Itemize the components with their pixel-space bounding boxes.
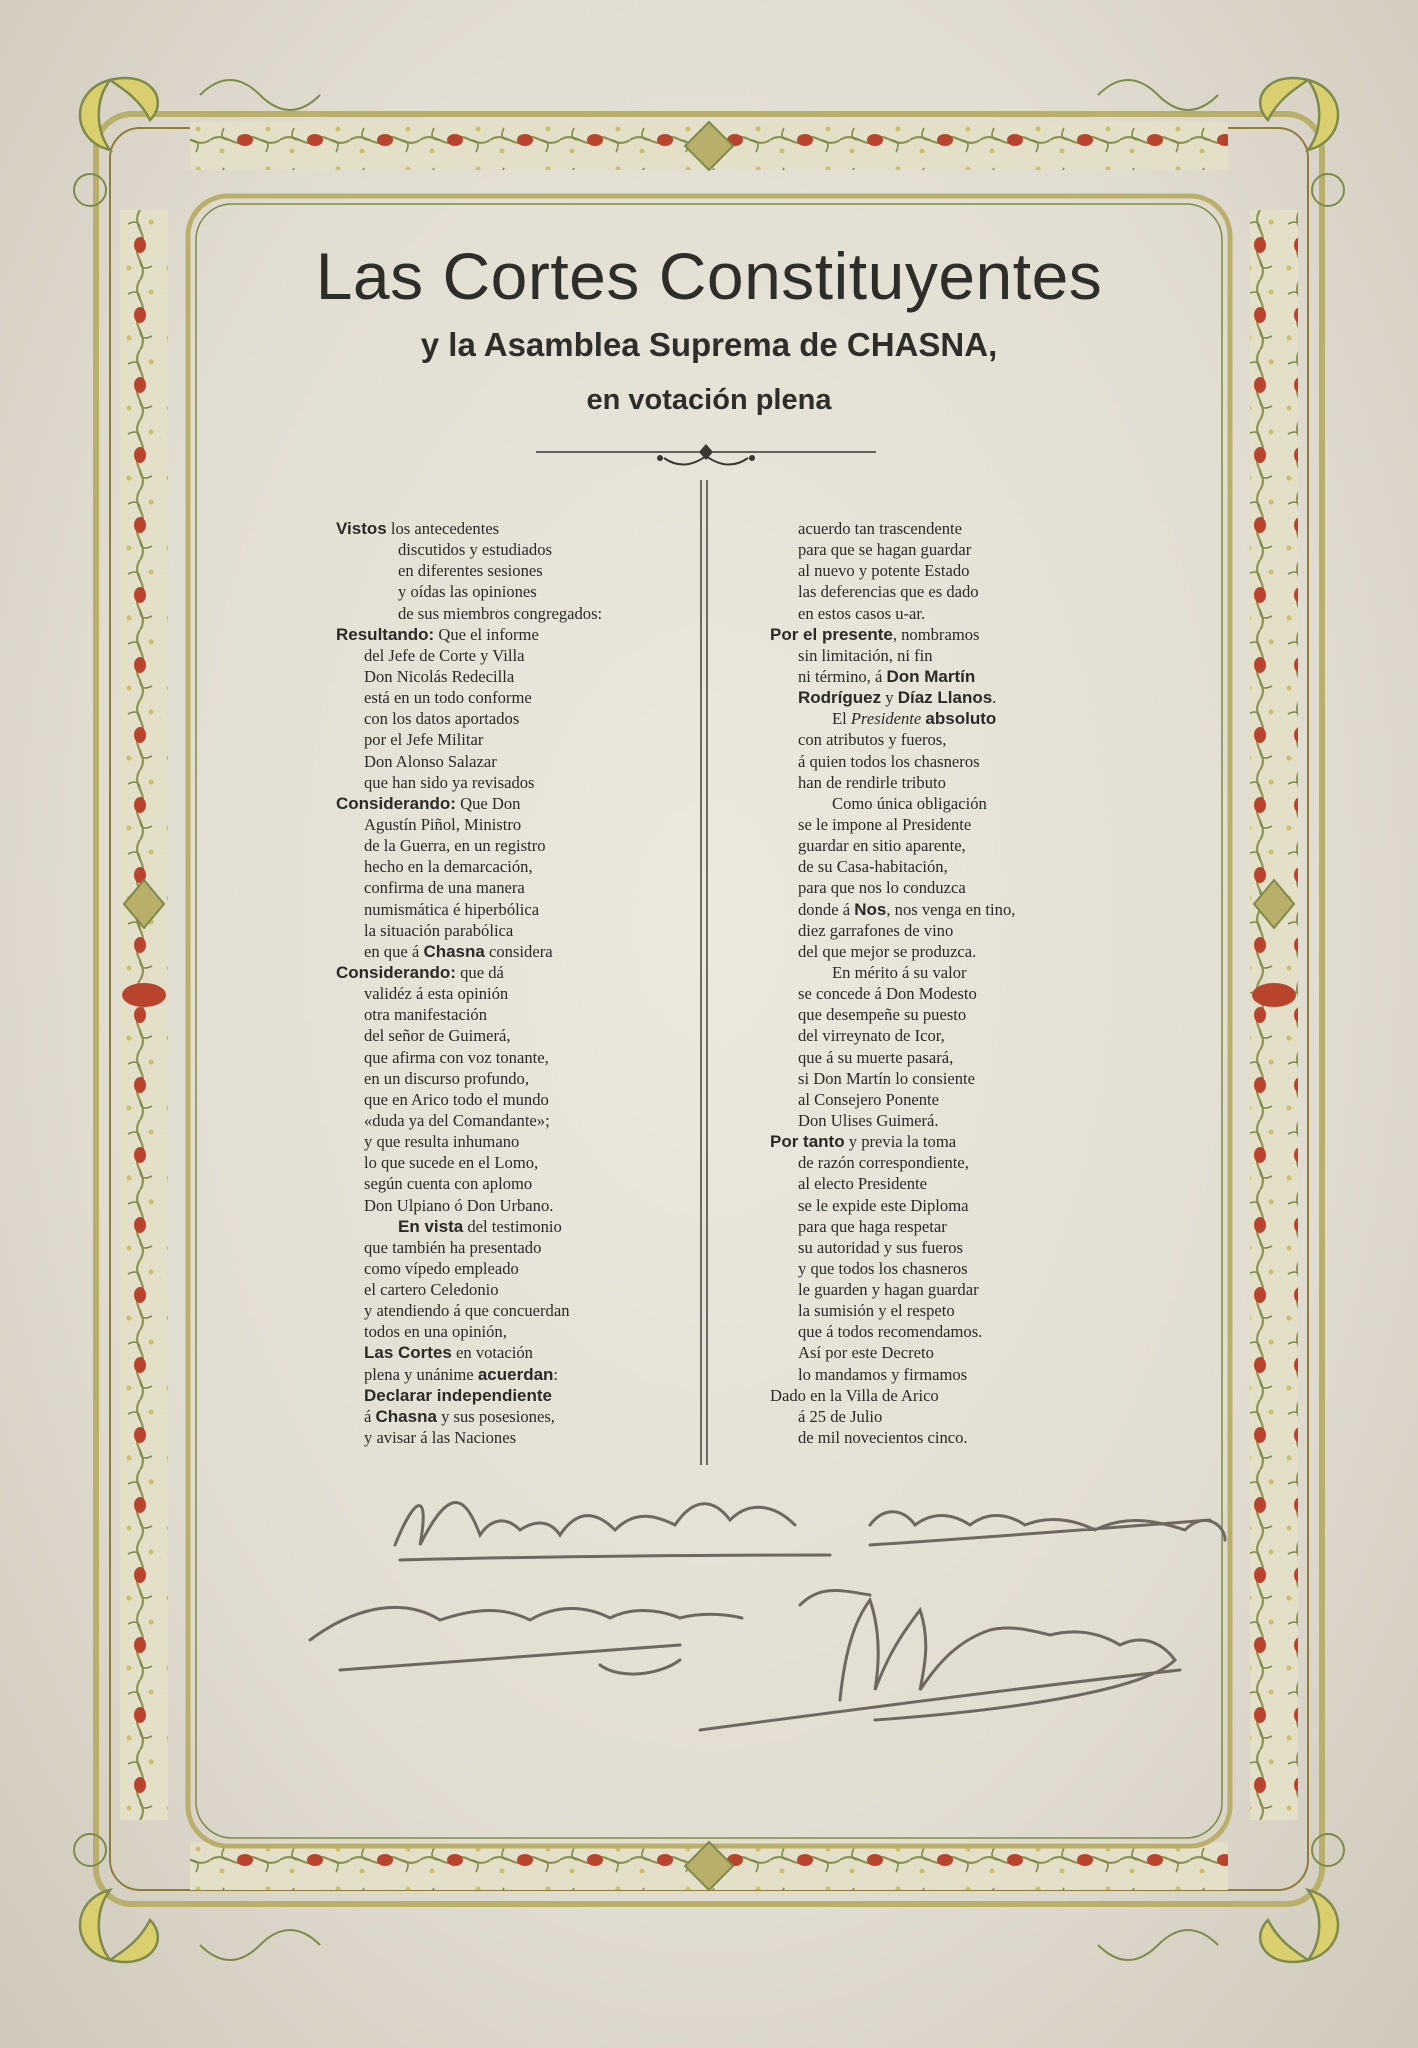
verse-text: validéz á esta opinión: [364, 984, 509, 1004]
verse-line: [336, 687, 716, 708]
verse-text: el cartero Celedonio: [364, 1280, 499, 1300]
verse-text: El: [832, 709, 851, 729]
verse-text: plena y unánime: [364, 1364, 478, 1384]
verse-text: del Jefe de Corte y Villa: [364, 645, 525, 665]
verse-text: de la Guerra, en un registro: [364, 836, 546, 856]
verse-line: [770, 518, 1080, 539]
bold-keyword: Chasna: [423, 941, 485, 961]
verse-line: [336, 856, 716, 877]
verse-text: , nos venga en tino,: [886, 899, 1016, 919]
verse-line: [770, 1427, 1080, 1448]
verse-text: Que Don: [455, 793, 521, 813]
verse-text: del señor de Guimerá,: [364, 1026, 511, 1046]
verse-text: su autoridad y sus fueros: [798, 1237, 963, 1257]
verse-line: [336, 1173, 716, 1194]
verse-line: [770, 751, 1080, 772]
verse-line: [770, 1321, 1080, 1342]
verse-line: [336, 645, 716, 666]
verse-text: que desempeñe su puesto: [798, 1005, 967, 1025]
verse-line: [336, 920, 716, 941]
verse-text: discutidos y estudiados: [398, 540, 552, 560]
verse-text: y oídas las opiniones: [398, 582, 537, 602]
verse-line: [770, 1089, 1080, 1110]
verse-line: [770, 1342, 1080, 1363]
verse-line: [336, 1385, 716, 1406]
verse-line: [770, 856, 1080, 877]
verse-line: [336, 751, 716, 772]
verse-line: [770, 899, 1080, 920]
verse-text: la situación parabólica: [364, 920, 514, 940]
verse-line: [770, 772, 1080, 793]
verse-text: en votación: [451, 1343, 533, 1363]
verse-line: [770, 1004, 1080, 1025]
verse-text: se le impone al Presidente: [798, 814, 972, 834]
verse-line: [336, 1110, 716, 1131]
verse-line: [336, 1152, 716, 1173]
verse-line: [770, 624, 1080, 645]
right-text-column: [770, 518, 1080, 1448]
verse-text: á 25 de Julio: [798, 1406, 883, 1426]
verse-line: [770, 1406, 1080, 1427]
verse-text: la sumisión y el respeto: [798, 1301, 955, 1321]
left-text-column: [336, 518, 716, 1448]
verse-line: [770, 962, 1080, 983]
title-ornament: [536, 438, 876, 478]
bold-keyword: Por el presente: [770, 624, 893, 644]
verse-line: [336, 877, 716, 898]
bold-keyword: En vista: [398, 1216, 464, 1236]
verse-text: lo mandamos y firmamos: [798, 1364, 968, 1384]
verse-line: [336, 624, 716, 645]
verse-text: y que todos los chasneros: [798, 1258, 968, 1278]
verse-line: [336, 983, 716, 1004]
verse-text: Don Nicolás Redecilla: [364, 666, 515, 686]
verse-line: [336, 1131, 716, 1152]
verse-text: á quien todos los chasneros: [798, 751, 980, 771]
verse-line: [770, 1385, 1080, 1406]
verse-line: [336, 1300, 716, 1321]
verse-line: [770, 1258, 1080, 1279]
verse-line: [770, 603, 1080, 624]
bold-keyword: Considerando:: [336, 793, 456, 813]
verse-line: [770, 1300, 1080, 1321]
verse-text: por el Jefe Militar: [364, 730, 484, 750]
verse-text: para que nos lo conduzca: [798, 878, 966, 898]
verse-text: que en Arico todo el mundo: [364, 1089, 549, 1109]
bold-keyword: Declarar independiente: [364, 1385, 553, 1405]
verse-line: [770, 1131, 1080, 1152]
verse-line: [336, 560, 716, 581]
verse-text: las deferencias que es dado: [798, 582, 979, 602]
verse-line: [770, 666, 1080, 687]
verse-line: [336, 962, 716, 983]
verse-text: le guarden y hagan guardar: [798, 1280, 979, 1300]
verse-text: .: [992, 688, 997, 708]
verse-text: :: [553, 1364, 559, 1384]
verse-line: [336, 729, 716, 750]
verse-line: [336, 1025, 716, 1046]
verse-line: [336, 518, 716, 539]
verse-line: [770, 1216, 1080, 1237]
verse-line: [336, 581, 716, 602]
document-subtitle-2: en votación plena: [586, 384, 832, 416]
verse-line: [770, 1237, 1080, 1258]
bold-keyword: Chasna: [375, 1406, 437, 1426]
verse-text: que á su muerte pasará,: [798, 1047, 954, 1067]
verse-line: [336, 1321, 716, 1342]
verse-text: Dado en la Villa de Arico: [770, 1385, 939, 1405]
verse-text: en estos casos u-ar.: [798, 603, 926, 623]
verse-text: Así por este Decreto: [798, 1343, 934, 1363]
verse-text: del que mejor se produzca.: [798, 941, 977, 961]
verse-text: está en un todo conforme: [364, 688, 532, 708]
verse-line: [770, 708, 1080, 729]
verse-line: [770, 1364, 1080, 1385]
verse-text: según cuenta con aplomo: [364, 1174, 533, 1194]
bold-keyword: Por tanto: [770, 1132, 845, 1152]
verse-text: de mil novecientos cinco.: [798, 1428, 968, 1448]
verse-line: [770, 1173, 1080, 1194]
bold-keyword: Vistos: [336, 519, 387, 538]
verse-line: [336, 1258, 716, 1279]
verse-line: [770, 581, 1080, 602]
verse-line: [770, 835, 1080, 856]
verse-line: [770, 560, 1080, 581]
verse-text: se concede á Don Modesto: [798, 984, 977, 1004]
verse-text: y: [881, 688, 898, 708]
verse-text: lo que sucede en el Lomo,: [364, 1153, 539, 1173]
verse-text: en que á: [364, 941, 424, 961]
verse-line: [336, 1068, 716, 1089]
verse-line: [770, 1068, 1080, 1089]
verse-line: [770, 687, 1080, 708]
bold-keyword: Considerando:: [336, 962, 456, 982]
verse-line: [770, 1025, 1080, 1046]
verse-text: con atributos y fueros,: [798, 730, 947, 750]
verse-line: [336, 1364, 716, 1385]
verse-text: ni término, á: [798, 666, 887, 686]
verse-text: Don Ulises Guimerá.: [798, 1110, 939, 1130]
verse-text: sin limitación, ni fin: [798, 645, 933, 665]
verse-line: [336, 772, 716, 793]
verse-line: [336, 1195, 716, 1216]
verse-text: con los datos aportados: [364, 709, 520, 729]
verse-text: , nombramos: [892, 624, 980, 644]
verse-line: [336, 666, 716, 687]
verse-line: [336, 814, 716, 835]
verse-line: [770, 729, 1080, 750]
verse-text: otra manifestación: [364, 1005, 488, 1025]
verse-line: [770, 1110, 1080, 1131]
verse-text: en diferentes sesiones: [398, 561, 543, 581]
verse-line: [336, 1279, 716, 1300]
verse-text: hecho en la demarcación,: [364, 857, 533, 877]
verse-line: [336, 1342, 716, 1363]
verse-text: En mérito á su valor: [832, 962, 967, 982]
bold-keyword: Don Martín: [886, 666, 976, 686]
document-subtitle: y la Asamblea Suprema de CHASNA,: [420, 326, 998, 363]
verse-text: de su Casa-habitación,: [798, 857, 948, 877]
verse-text: han de rendirle tributo: [798, 772, 946, 792]
verse-text: y atendiendo á que concuerdan: [364, 1301, 570, 1321]
verse-text: Don Alonso Salazar: [364, 751, 497, 771]
verse-text: al electo Presidente: [798, 1174, 928, 1194]
bold-keyword: Rodríguez: [798, 688, 882, 708]
verse-line: [336, 793, 716, 814]
verse-text: para que se hagan guardar: [798, 540, 972, 560]
verse-line: [770, 814, 1080, 835]
bold-keyword: Resultando:: [336, 624, 435, 644]
verse-text: acuerdo tan trascendente: [798, 519, 963, 538]
verse-text: y avisar á las Naciones: [364, 1428, 517, 1448]
verse-line: [336, 1004, 716, 1025]
bold-keyword: absoluto: [925, 709, 997, 729]
verse-text: de razón correspondiente,: [798, 1153, 969, 1173]
verse-line: [336, 708, 716, 729]
verse-text: confirma de una manera: [364, 878, 525, 898]
verse-text: que á todos recomendamos.: [798, 1322, 983, 1342]
verse-line: [770, 920, 1080, 941]
verse-text: y sus posesiones,: [436, 1406, 555, 1426]
bold-keyword: acuerdan: [477, 1364, 554, 1384]
verse-text: que afirma con voz tonante,: [364, 1047, 549, 1067]
verse-text: como vípedo empleado: [364, 1258, 519, 1278]
verse-text: «duda ya del Comandante»;: [364, 1110, 550, 1130]
verse-line: [770, 877, 1080, 898]
verse-line: [336, 1089, 716, 1110]
verse-text: considera: [484, 941, 553, 961]
verse-line: [336, 1237, 716, 1258]
verse-text: Como única obligación: [832, 793, 987, 813]
verse-line: [770, 539, 1080, 560]
verse-text: al Consejero Ponente: [798, 1089, 940, 1109]
verse-text: diez garrafones de vino: [798, 920, 954, 940]
verse-text: y que resulta inhumano: [364, 1132, 520, 1152]
verse-text: los antecedentes: [386, 519, 500, 538]
verse-line: [770, 793, 1080, 814]
verse-text: que también ha presentado: [364, 1237, 542, 1257]
verse-line: [336, 539, 716, 560]
verse-line: [336, 1427, 716, 1448]
verse-text: Agustín Piñol, Ministro: [364, 814, 522, 834]
verse-line: [770, 1279, 1080, 1300]
verse-text: que han sido ya revisados: [364, 772, 535, 792]
verse-line: [336, 603, 716, 624]
verse-text: al nuevo y potente Estado: [798, 561, 970, 581]
verse-text: Don Ulpiano ó Don Urbano.: [364, 1195, 554, 1215]
bold-keyword: Díaz Llanos: [897, 688, 993, 708]
italic-text: Presidente: [850, 709, 922, 729]
verse-line: [770, 983, 1080, 1004]
verse-text: de sus miembros congregados:: [398, 603, 603, 623]
verse-line: [770, 941, 1080, 962]
verse-text: que dá: [455, 962, 504, 982]
verse-line: [770, 1195, 1080, 1216]
verse-text: Que el informe: [434, 624, 539, 644]
verse-text: si Don Martín lo consiente: [798, 1068, 975, 1088]
document-title: Las Cortes Constituyentes: [315, 239, 1103, 313]
verse-text: del virreynato de Icor,: [798, 1026, 945, 1046]
verse-text: en un discurso profundo,: [364, 1068, 529, 1088]
verse-line: [336, 899, 716, 920]
verse-line: [770, 1047, 1080, 1068]
verse-text: á: [364, 1406, 376, 1426]
bold-keyword: Las Cortes: [364, 1343, 452, 1363]
verse-line: [336, 941, 716, 962]
verse-text: numismática é hiperbólica: [364, 899, 540, 919]
verse-text: donde á: [798, 899, 855, 919]
verse-text: se le expide este Diploma: [798, 1195, 969, 1215]
verse-text: guardar en sitio aparente,: [798, 836, 966, 856]
verse-text: todos en una opinión,: [364, 1322, 507, 1342]
verse-line: [336, 1406, 716, 1427]
verse-line: [770, 1152, 1080, 1173]
verse-line: [336, 1047, 716, 1068]
verse-text: del testimonio: [463, 1216, 562, 1236]
verse-line: [336, 1216, 716, 1237]
verse-text: y previa la toma: [844, 1132, 957, 1152]
verse-line: [770, 645, 1080, 666]
bold-keyword: Nos: [854, 899, 887, 919]
verse-text: para que haga respetar: [798, 1216, 947, 1236]
verse-line: [336, 835, 716, 856]
